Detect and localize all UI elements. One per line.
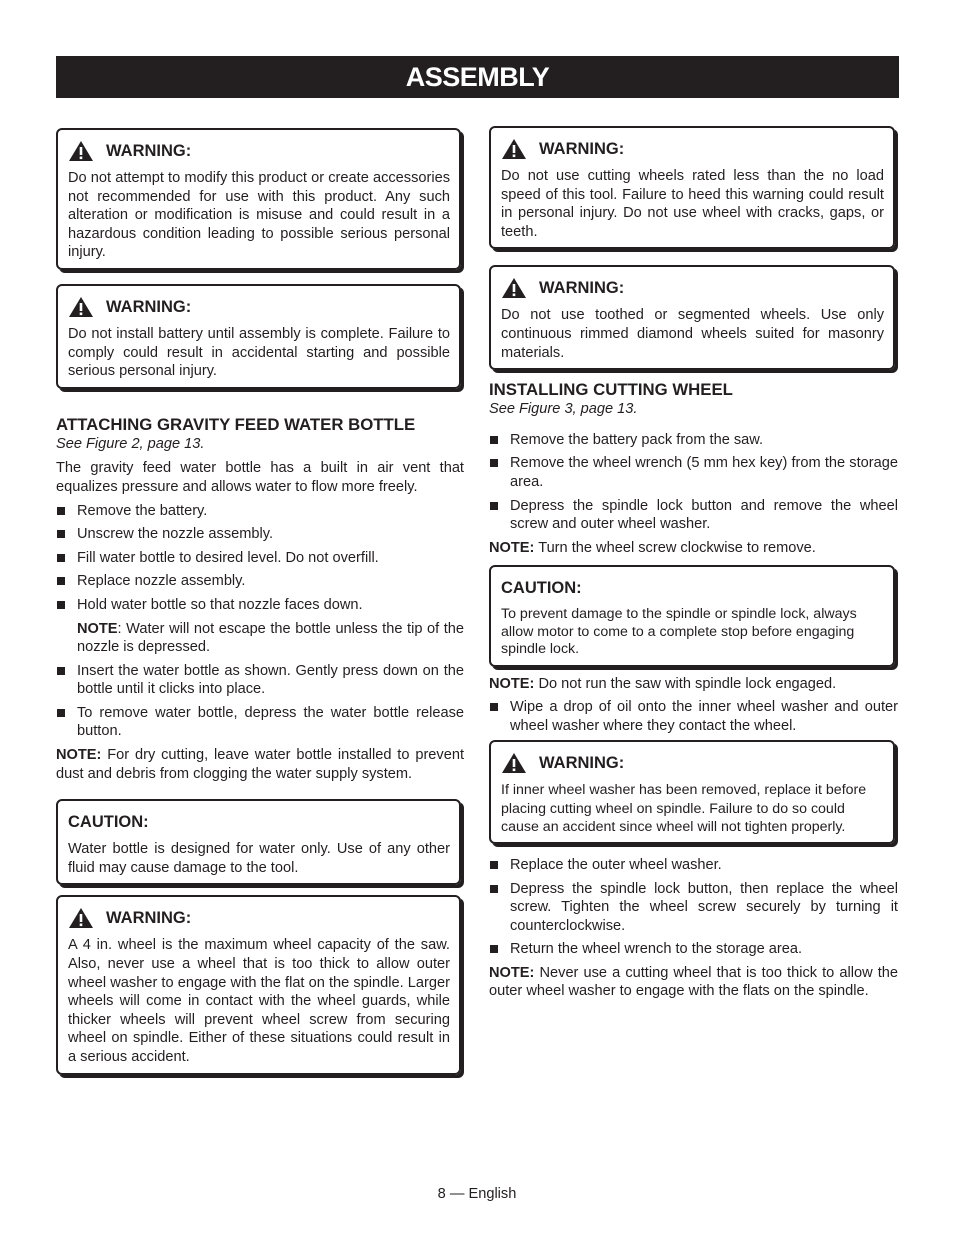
list-item: Remove the battery pack from the saw.	[489, 431, 898, 450]
note-wheel-thickness: NOTE: Never use a cutting wheel that is too thick to allow the outer wheel washer to engage with the flats on the spindle.	[489, 964, 898, 1000]
warning-triangle-icon	[68, 296, 94, 318]
note-dry-cutting: NOTE: For dry cutting, leave water bottle installed to prevent dust and debris from clogging the water supply system.	[56, 747, 464, 782]
list-item: Wipe a drop of oil onto the inner wheel washer and outer wheel washer where they contact the wheel.	[489, 698, 898, 735]
intro-text: The gravity feed water bottle has a built in air vent that equalizes pressure and allows water to flow more freely.	[56, 460, 464, 495]
steps-list-c	[489, 856, 898, 959]
note-spindle-lock: NOTE: Do not run the saw with spindle lock engaged.	[489, 675, 837, 692]
warning-header	[501, 138, 884, 160]
warning-triangle-icon	[68, 907, 94, 929]
caution-header	[68, 811, 450, 833]
warning-text: Do not attempt to modify this product or create accessories not recommended for use with this product. Any such alteration or modification is misuse and could result in a hazardous condition leading to possible serious personal injury.	[68, 170, 450, 261]
list-item: Hold water bottle so that nozzle faces down.	[56, 596, 464, 615]
warning-title: WARNING:	[106, 909, 192, 928]
caution-title: CAUTION:	[501, 579, 582, 598]
steps-list-a	[489, 431, 898, 534]
list-item: To remove water bottle, depress the water bottle release button.	[56, 704, 464, 741]
caution-text: Water bottle is designed for water only. Use of any other fluid may cause damage to the tool.	[68, 841, 450, 876]
list-item: Replace nozzle assembly.	[56, 572, 464, 591]
list-item: Fill water bottle to desired level. Do not overfill.	[56, 549, 464, 568]
left-column	[56, 128, 464, 1075]
caution-header	[501, 577, 884, 599]
cutting-wheel-section	[489, 380, 898, 557]
warning-title: WARNING:	[106, 297, 192, 316]
caution-title: CAUTION:	[68, 812, 149, 831]
list-item: Remove the wheel wrench (5 mm hex key) from the storage area.	[489, 454, 898, 491]
warning-box-wheel-capacity	[56, 895, 461, 1074]
warning-header	[501, 752, 884, 774]
list-item: Remove the battery.	[56, 502, 464, 521]
caution-box-water	[56, 799, 461, 885]
warning-header	[68, 296, 450, 318]
warning-text: A 4 in. wheel is the maximum wheel capacity of the saw. Also, never use a wheel that is too thick to allow outer wheel washer to engage with the flat on the spindle. Larger wheels will come in contact with the wheel guards, while thicker wheels will prevent wheel screw from securing wheel on spindle. Either of these situations could result in a serious accident.	[68, 937, 450, 1065]
inline-note: NOTE: Water will not escape the bottle unless the tip of the nozzle is depressed.	[77, 620, 464, 656]
warning-triangle-icon	[501, 138, 527, 160]
figure-reference: See Figure 3, page 13.	[489, 401, 638, 418]
warning-header	[68, 140, 450, 162]
warning-header	[501, 277, 884, 299]
list-item: Return the wheel wrench to the storage area.	[489, 940, 898, 959]
warning-box-toothed-wheels	[489, 265, 895, 370]
list-item: Unscrew the nozzle assembly.	[56, 525, 464, 544]
warning-box-rated-speed	[489, 126, 895, 249]
section-heading: ATTACHING GRAVITY FEED WATER BOTTLE	[56, 414, 416, 434]
warning-triangle-icon	[501, 752, 527, 774]
warning-title: WARNING:	[539, 139, 625, 158]
warning-title: WARNING:	[539, 754, 625, 773]
page-footer: 8 — English	[437, 1186, 517, 1202]
warning-title: WARNING:	[106, 141, 192, 160]
steps-list-b	[489, 698, 898, 735]
warning-triangle-icon	[68, 140, 94, 162]
right-column	[489, 126, 898, 1001]
section-banner: ASSEMBLY	[56, 56, 899, 98]
warning-title: WARNING:	[539, 279, 625, 298]
water-bottle-section	[56, 415, 464, 784]
warning-text: Do not use toothed or segmented wheels. Use only continuous rimmed diamond wheels suited for masonry materials.	[501, 307, 884, 361]
warning-box-battery	[56, 284, 461, 389]
section-heading: INSTALLING CUTTING WHEEL	[489, 380, 733, 400]
steps-list-b	[56, 662, 464, 741]
warning-triangle-icon	[501, 277, 527, 299]
list-item: Replace the outer wheel washer.	[489, 856, 898, 875]
note-wheel-screw: NOTE: Turn the wheel screw clockwise to remove.	[489, 539, 816, 556]
caution-box-spindle	[489, 565, 895, 666]
list-item: Depress the spindle lock button and remove the wheel screw and outer wheel washer.	[489, 497, 898, 534]
warning-text: Do not use cutting wheels rated less than the no load speed of this tool. Failure to heed this warning could result in personal injury. Do not use wheel with cracks, gaps, or teeth.	[501, 168, 884, 240]
warning-text: Do not install battery until assembly is complete. Failure to comply could result in accidental starting and possible serious personal injury.	[68, 325, 450, 380]
steps-list-a	[56, 502, 464, 615]
list-item: Insert the water bottle as shown. Gently press down on the bottle until it clicks into place.	[56, 662, 464, 699]
caution-text: To prevent damage to the spindle or spindle lock, always allow motor to come to a complete stop before engaging spindle lock.	[501, 606, 857, 658]
list-item: Depress the spindle lock button, then replace the wheel screw. Tighten the wheel screw securely by turning it counterclockwise.	[489, 880, 898, 936]
figure-reference: See Figure 2, page 13.	[56, 435, 205, 452]
warning-text: If inner wheel washer has been removed, replace it before placing cutting wheel on spindle. Failure to do so could cause an accident since wheel will not tighten properly.	[501, 782, 867, 835]
warning-box-inner-washer	[489, 740, 895, 844]
warning-box-modify	[56, 128, 461, 270]
warning-header	[68, 907, 450, 929]
